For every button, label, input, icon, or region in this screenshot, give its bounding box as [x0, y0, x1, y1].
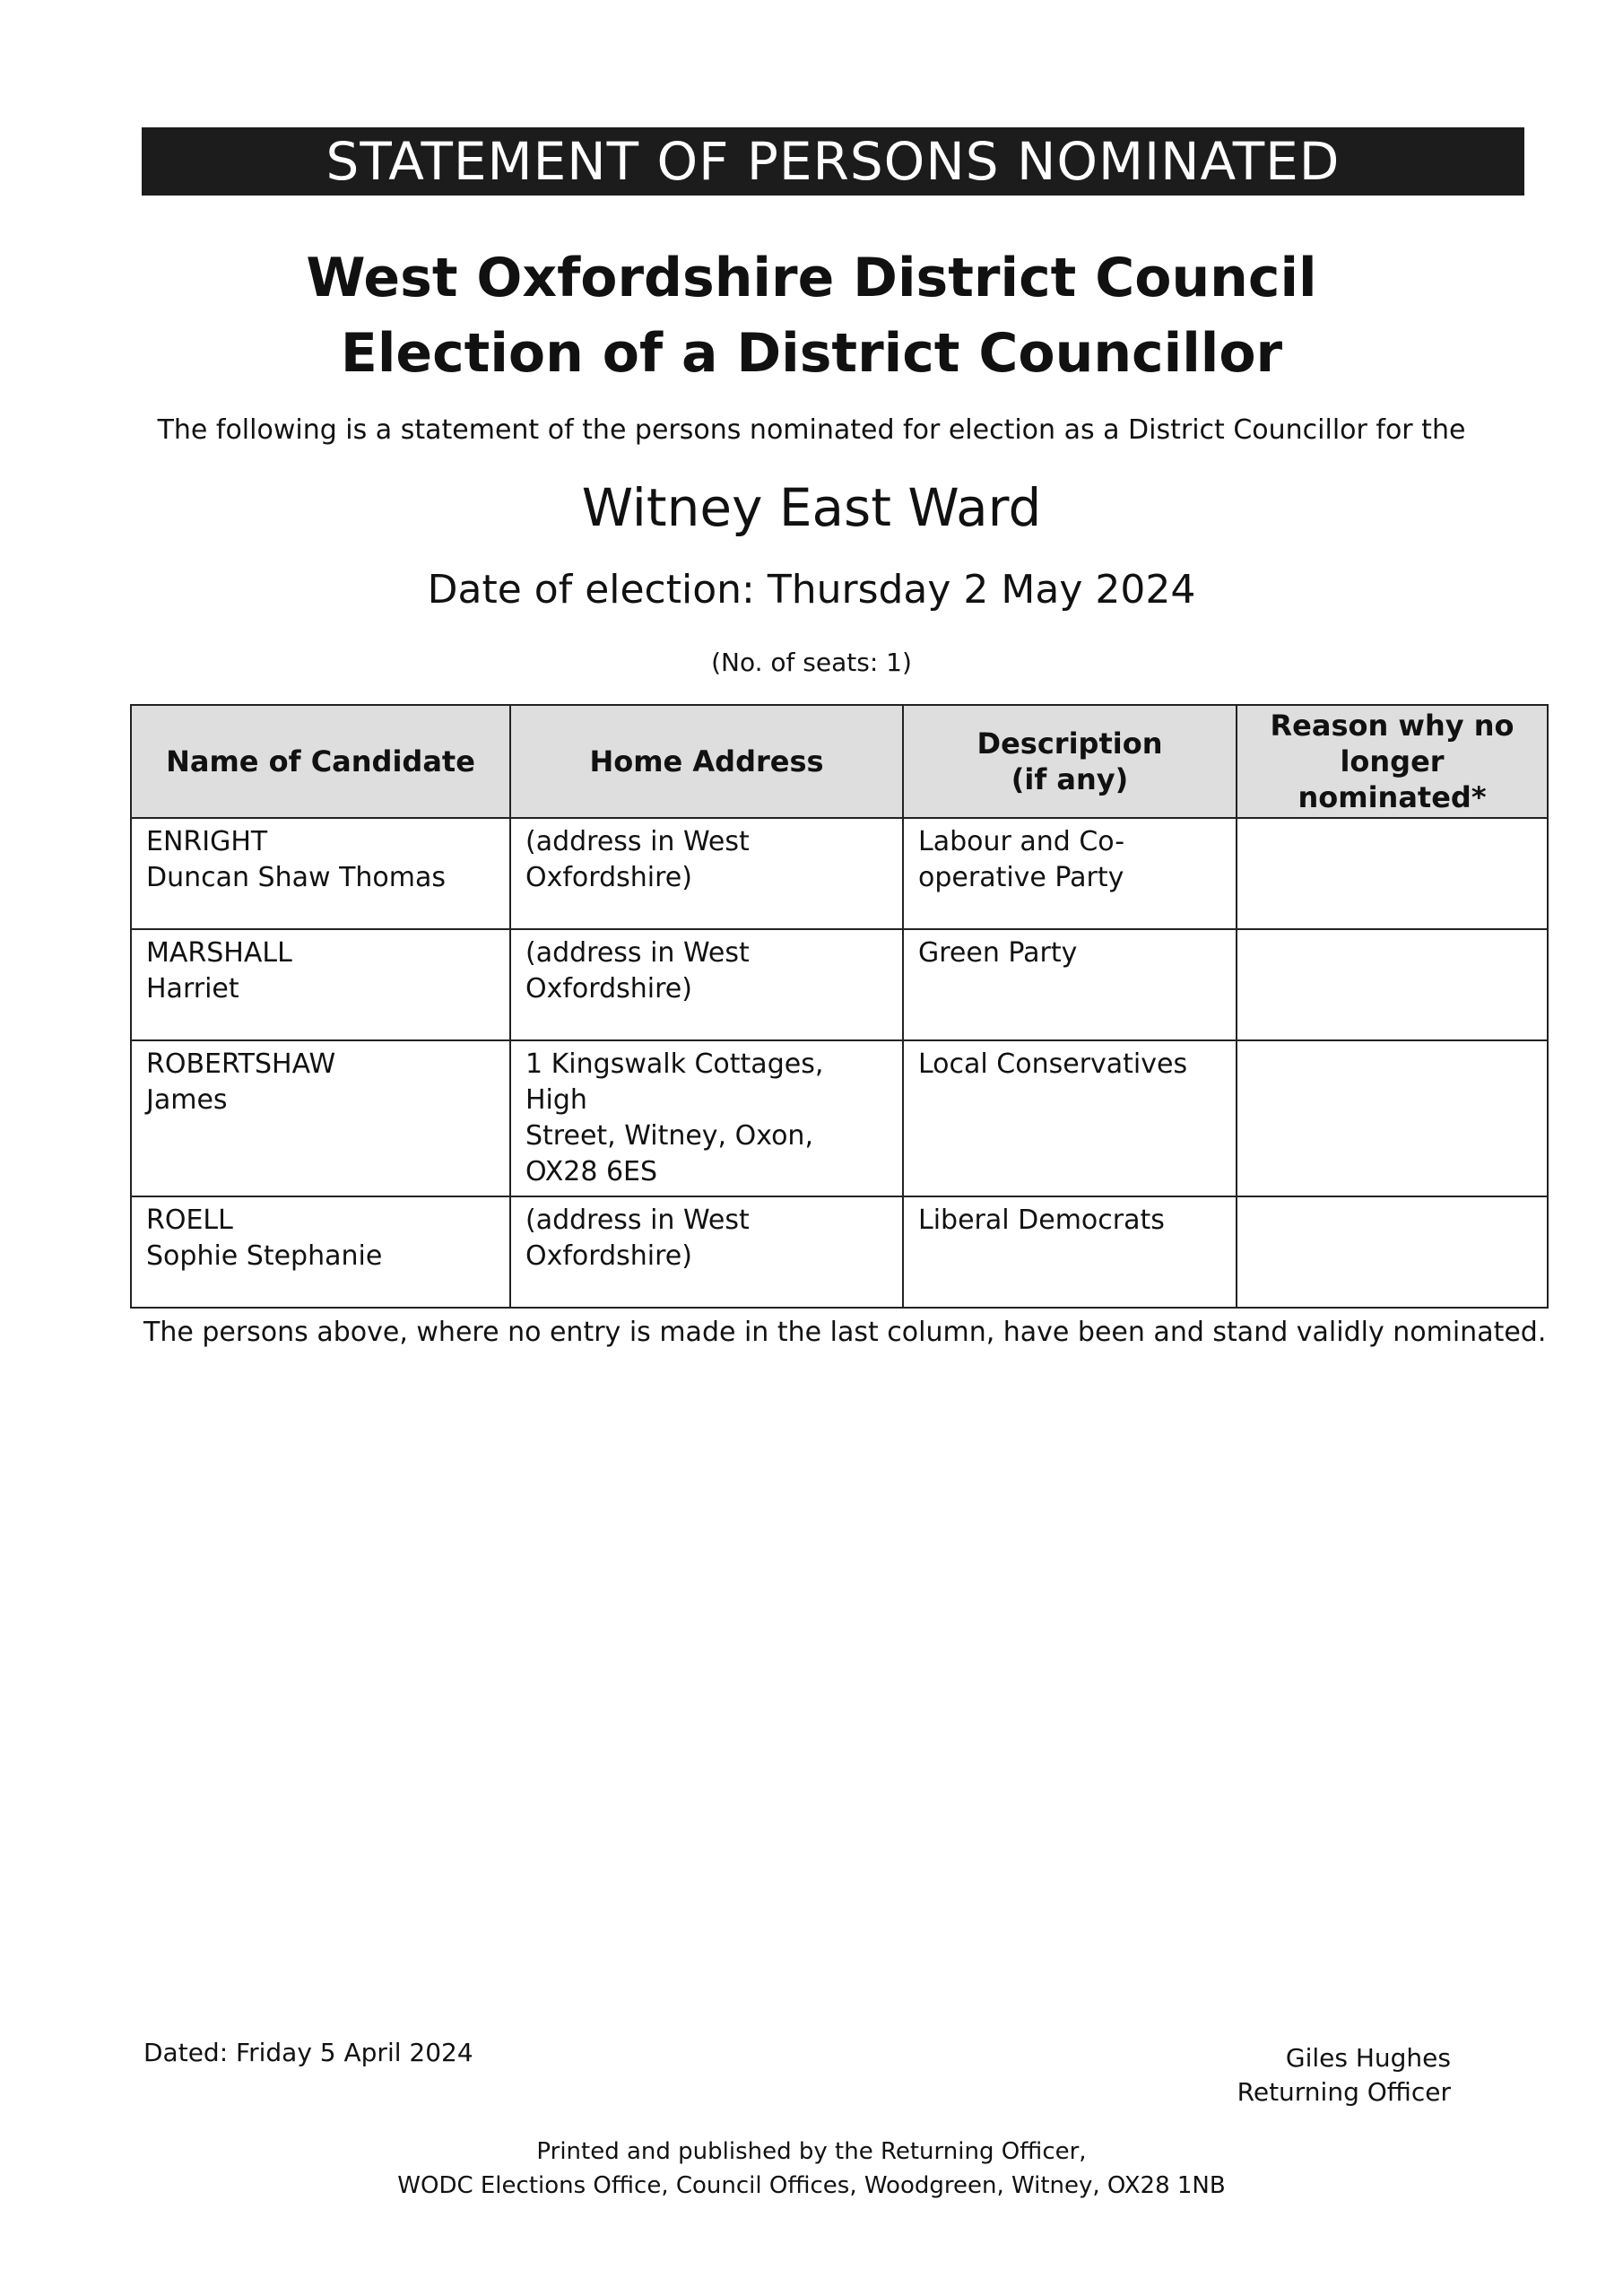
ward-name: Witney East Ward [581, 477, 1042, 538]
candidate-address-cell [510, 818, 903, 929]
description-line: operative Party [918, 862, 1124, 893]
header-description-line2: (if any) [1011, 762, 1129, 796]
candidate-forenames: Sophie Stephanie [146, 1240, 383, 1272]
candidate-reason-cell [1237, 1040, 1548, 1196]
officer-title: Returning Officer [1237, 2077, 1451, 2107]
candidate-surname: ROBERTSHAW [146, 1048, 336, 1080]
council-name: West Oxfordshire District Council [306, 247, 1317, 309]
candidate-surname: ROELL [146, 1205, 233, 1236]
candidate-forenames: Duncan Shaw Thomas [146, 862, 446, 893]
header-description-line1: Description [976, 726, 1163, 761]
candidate-address-cell [510, 1196, 903, 1308]
candidate-description-cell [903, 1196, 1237, 1308]
address-line: Oxfordshire) [525, 862, 692, 893]
address-line: 1 Kingswalk Cottages, High [525, 1048, 824, 1116]
imprint-line: WODC Elections Office, Council Offices, Woodgreen, Witney, OX28 1NB [397, 2172, 1226, 2199]
candidate-description-cell [903, 818, 1237, 929]
candidate-forenames: Harriet [146, 973, 239, 1004]
imprint [0, 2135, 1623, 2203]
candidates-table [130, 704, 1549, 1309]
table-header-row [131, 705, 1548, 818]
address-line: (address in West [525, 1205, 750, 1236]
intro-text: The following is a statement of the persons nominated for election as a District Councillor for the [157, 414, 1466, 446]
candidate-name-cell [131, 818, 510, 929]
candidate-name-cell [131, 1196, 510, 1308]
candidate-description-cell [903, 1040, 1237, 1196]
address-line: Street, Witney, Oxon, [525, 1120, 813, 1152]
candidate-address-cell [510, 1040, 903, 1196]
election-date: Date of election: Thursday 2 May 2024 [427, 567, 1196, 613]
table-row [131, 818, 1548, 929]
address-line: (address in West [525, 826, 750, 857]
candidate-name-cell [131, 929, 510, 1040]
candidate-address-cell [510, 929, 903, 1040]
candidate-reason-cell [1237, 818, 1548, 929]
candidate-forenames: James [146, 1084, 228, 1116]
address-line: OX28 6ES [525, 1156, 658, 1187]
address-line: Oxfordshire) [525, 973, 692, 1004]
document-banner [142, 127, 1524, 196]
candidate-surname: ENRIGHT [146, 826, 268, 857]
header-reason-line1: Reason why no [1270, 709, 1515, 743]
header-name-of-candidate: Name of Candidate [131, 705, 510, 818]
candidate-reason-cell [1237, 1196, 1548, 1308]
table-row [131, 929, 1548, 1040]
candidate-reason-cell [1237, 929, 1548, 1040]
header-reason [1237, 705, 1548, 818]
address-line: Oxfordshire) [525, 1240, 692, 1272]
number-of-seats: (No. of seats: 1) [711, 648, 912, 677]
imprint-line: Printed and published by the Returning Officer, [536, 2138, 1087, 2165]
dated-text: Dated: Friday 5 April 2024 [143, 2038, 473, 2067]
candidate-name-cell [131, 1040, 510, 1196]
table-row [131, 1040, 1548, 1196]
description-line: Labour and Co- [918, 826, 1125, 857]
description-line: Local Conservatives [918, 1048, 1188, 1080]
table-row [131, 1196, 1548, 1308]
validity-note: The persons above, where no entry is made in the last column, have been and stand validly nominated. [143, 1317, 1547, 1348]
header-home-address: Home Address [510, 705, 903, 818]
election-title: Election of a District Councillor [340, 322, 1283, 385]
address-line: (address in West [525, 937, 750, 969]
header-reason-line2: longer nominated* [1298, 744, 1487, 814]
candidate-surname: MARSHALL [146, 937, 292, 969]
candidate-description-cell [903, 929, 1237, 1040]
returning-officer-signature [1237, 2041, 1451, 2109]
banner-title: STATEMENT OF PERSONS NOMINATED [325, 131, 1341, 192]
description-line: Green Party [918, 937, 1078, 969]
description-line: Liberal Democrats [918, 1205, 1165, 1236]
header-description [903, 705, 1237, 818]
officer-name: Giles Hughes [1285, 2043, 1451, 2073]
